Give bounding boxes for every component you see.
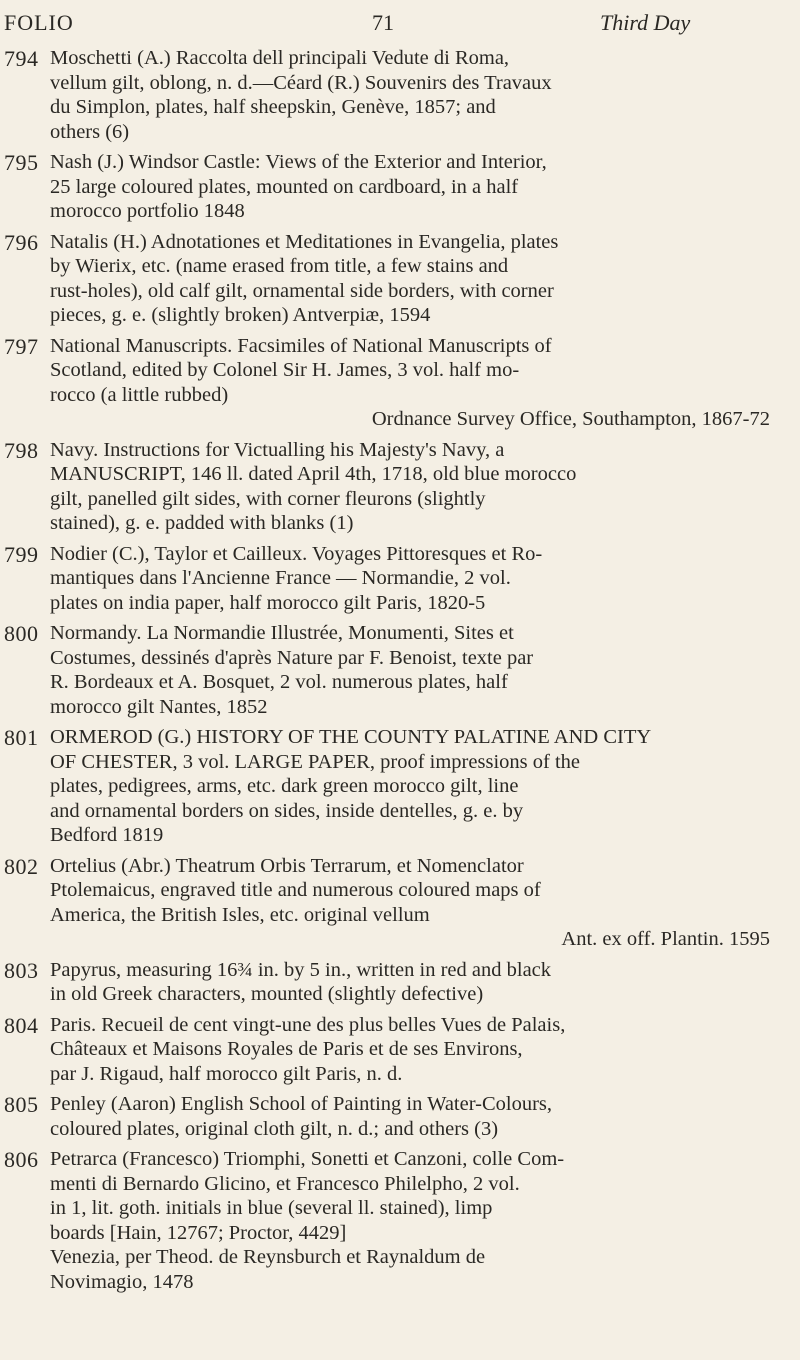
lot-line: Costumes, dessinés d'après Nature par F. Benoist, texte par [50, 646, 534, 669]
lot-number: 794 [4, 46, 39, 71]
lot-description [50, 725, 770, 848]
lot-entry [0, 854, 800, 952]
lot-number: 797 [4, 333, 39, 359]
lot-entry [0, 958, 800, 1007]
lot-line: Scotland, edited by Colonel Sir H. James, 3 vol. half mo- [50, 359, 520, 381]
lot-line: Moschetti (A.) Raccolta dell principali Vedute di Roma, [50, 47, 510, 69]
day-label: Third Day [600, 10, 691, 35]
lot-description [50, 334, 770, 432]
lot-line: Nodier (C.), Taylor et Cailleux. Voyages Pittoresques et Ro- [50, 542, 543, 565]
lot-number: 803 [4, 957, 39, 983]
lot-number: 801 [4, 725, 39, 750]
lot-line: by Wierix, etc. (name erased from title, a few stains and [50, 255, 509, 277]
lot-entry [0, 725, 800, 848]
lot-line: Ant. ex off. Plantin. 1595 [561, 928, 770, 950]
lot-number: 805 [4, 1092, 39, 1117]
lot-entry [0, 46, 800, 144]
lot-line: Normandy. La Normandie Illustrée, Monumenti, Sites et [50, 622, 514, 644]
lot-line: menti di Bernardo Glicino, et Francesco Philelpho, 2 vol. [50, 1172, 520, 1195]
lot-line: Châteaux et Maisons Royales de Paris et de ses Environs, [50, 1038, 523, 1060]
lot-line: coloured plates, original cloth gilt, n. d.; and others (3) [50, 1117, 499, 1140]
lot-line: Natalis (H.) Adnotationes et Meditationes in Evangelia, plates [50, 230, 559, 253]
lot-line: boards [Hain, 12767; Proctor, 4429] [50, 1221, 347, 1244]
lot-line: plates, pedigrees, arms, etc. dark green morocco gilt, line [50, 775, 519, 797]
lot-entry [0, 542, 800, 616]
lot-line: 25 large coloured plates, mounted on cardboard, in a half [50, 175, 519, 198]
lot-line: Paris. Recueil de cent vingt-une des plus belles Vues de Palais, [50, 1013, 566, 1036]
page-header [0, 10, 800, 40]
lot-entry [0, 1147, 800, 1294]
lot-line: Ptolemaicus, engraved title and numerous coloured maps of [50, 879, 541, 901]
lot-line: morocco portfolio 1848 [50, 200, 245, 222]
lot-description [50, 1092, 770, 1141]
lot-line: others (6) [50, 120, 130, 143]
lot-line: OF CHESTER, 3 vol. LARGE PAPER, proof impressions of the [50, 750, 580, 773]
lot-line: Ortelius (Abr.) Theatrum Orbis Terrarum, et Nomenclator [50, 854, 524, 877]
lot-entry [0, 150, 800, 224]
lot-number: 802 [4, 853, 39, 879]
lot-line: vellum gilt, oblong, n. d.—Céard (R.) Souvenirs des Travaux [50, 71, 552, 94]
lot-line: National Manuscripts. Facsimiles of National Manuscripts of [50, 334, 552, 357]
lot-number: 804 [4, 1012, 39, 1038]
lot-line: MANUSCRIPT, 146 ll. dated April 4th, 1718, old blue morocco [50, 463, 577, 485]
lot-description [50, 621, 770, 719]
lot-entry [0, 1092, 800, 1141]
lot-description [50, 150, 770, 224]
lot-line: par J. Rigaud, half morocco gilt Paris, n. d. [50, 1062, 403, 1085]
lot-line: rust-holes), old calf gilt, ornamental side borders, with corner [50, 279, 554, 302]
lot-number: 798 [4, 437, 39, 463]
lot-entry [0, 621, 800, 719]
lot-number: 796 [4, 229, 39, 255]
lot-number: 799 [4, 541, 39, 567]
lot-number: 800 [4, 621, 39, 646]
lot-line: du Simplon, plates, half sheepskin, Genève, 1857; and [50, 96, 496, 118]
lot-entry [0, 438, 800, 536]
lot-entry [0, 334, 800, 432]
lot-entry [0, 1013, 800, 1087]
lot-number: 806 [4, 1147, 39, 1172]
lot-line: rocco (a little rubbed) [50, 383, 229, 406]
lot-description [50, 854, 770, 952]
lot-description [50, 1147, 770, 1294]
lot-description [50, 46, 770, 144]
lot-line: in 1, lit. goth. initials in blue (several ll. stained), limp [50, 1197, 493, 1219]
page-number: 71 [372, 10, 394, 35]
lot-line: America, the British Isles, etc. original vellum [50, 903, 430, 926]
lot-line: Bedford 1819 [50, 824, 164, 846]
lot-line: ORMEROD (G.) HISTORY OF THE COUNTY PALATINE AND CITY [50, 726, 652, 748]
lot-line: Venezia, per Theod. de Reynsburch et Raynaldum de [50, 1246, 486, 1268]
lot-line: gilt, panelled gilt sides, with corner fleurons (slightly [50, 487, 486, 510]
lot-description [50, 438, 770, 536]
folio-label: FOLIO [4, 10, 74, 35]
lot-line: Petrarca (Francesco) Triomphi, Sonetti et Canzoni, colle Com- [50, 1148, 565, 1170]
lot-description [50, 542, 770, 616]
lot-line: Novimagio, 1478 [50, 1270, 194, 1293]
lot-entry [0, 230, 800, 328]
lot-line: Ordnance Survey Office, Southampton, 1867-72 [371, 408, 770, 430]
lot-line: mantiques dans l'Ancienne France — Normandie, 2 vol. [50, 567, 511, 589]
lot-list [0, 46, 800, 1300]
lot-line: Penley (Aaron) English School of Painting in Water-Colours, [50, 1093, 553, 1115]
lot-description [50, 1013, 770, 1087]
lot-line: Nash (J.) Windsor Castle: Views of the Exterior and Interior, [50, 151, 547, 173]
lot-line: in old Greek characters, mounted (slightly defective) [50, 983, 484, 1005]
lot-line: and ornamental borders on sides, inside dentelles, g. e. by [50, 799, 524, 822]
lot-line: plates on india paper, half morocco gilt Paris, 1820-5 [50, 591, 486, 614]
lot-line: morocco gilt Nantes, 1852 [50, 695, 268, 718]
lot-line: Papyrus, measuring 16¾ in. by 5 in., written in red and black [50, 958, 552, 981]
lot-description [50, 230, 770, 328]
lot-number: 795 [4, 150, 39, 175]
lot-line: R. Bordeaux et A. Bosquet, 2 vol. numerous plates, half [50, 671, 508, 693]
lot-line: stained), g. e. padded with blanks (1) [50, 512, 354, 534]
lot-description [50, 958, 770, 1007]
lot-line: pieces, g. e. (slightly broken) Antverpiæ, 1594 [50, 304, 431, 326]
lot-line: Navy. Instructions for Victualling his Majesty's Navy, a [50, 438, 505, 461]
